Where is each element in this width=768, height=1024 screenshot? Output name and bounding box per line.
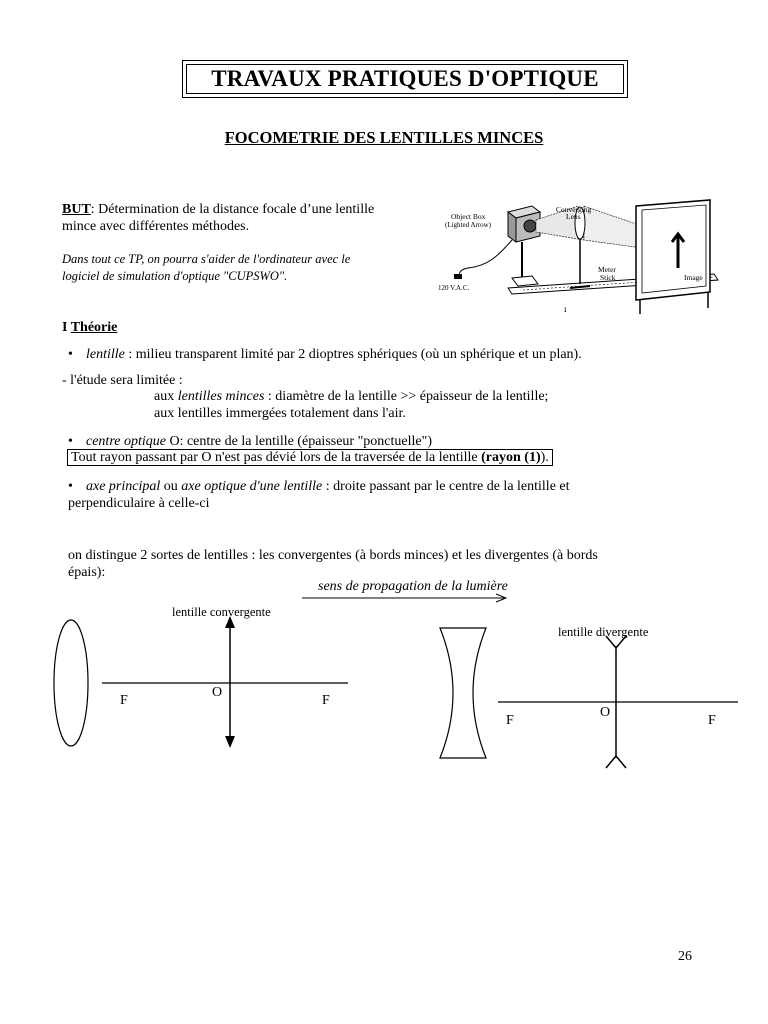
label-lighted-arrow: (Lighted Arrow) xyxy=(445,221,492,229)
svg-text:ı: ı xyxy=(564,304,567,314)
but-label: BUT xyxy=(62,202,91,217)
converging-lens-label: lentille convergente xyxy=(172,605,271,619)
list-item-lentille: • lentille : milieu transparent limité par 2 dioptres sphériques (où un sphérique et un plan). xyxy=(68,347,582,362)
term-lentille: lentille xyxy=(86,347,125,362)
diverging-lens-label: lentille divergente xyxy=(558,625,649,639)
label-object-box: Object Box xyxy=(451,212,486,221)
but-paragraph xyxy=(62,201,422,235)
label-converging: Converging xyxy=(556,205,592,214)
focal-point-right-diverging: F xyxy=(708,713,716,728)
axe-def-cont: perpendiculaire à celle-ci xyxy=(68,496,210,511)
converging-lens-shape xyxy=(54,620,88,746)
page-subtitle: FOCOMETRIE DES LENTILLES MINCES xyxy=(224,128,544,147)
diverging-lens-shape xyxy=(440,628,486,758)
label-voltage: 120 V.A.C. xyxy=(438,284,470,292)
label-image: Image xyxy=(684,273,703,282)
page-title: TRAVAUX PRATIQUES D'OPTIQUE xyxy=(186,64,624,94)
focal-point-left-diverging: F xyxy=(506,713,514,728)
but-text-1: : Détermination de la distance focale d’une lentille xyxy=(90,202,375,217)
but-note-1: Dans tout ce TP, on pourra s'aider de l'ordinateur avec le xyxy=(62,252,351,266)
propagation-label: sens de propagation de la lumière xyxy=(318,579,508,594)
but-note xyxy=(62,251,422,285)
label-lens: Lens xyxy=(566,212,581,221)
theory-heading-num: I xyxy=(62,320,68,335)
focal-point-left-converging: F xyxy=(120,693,128,708)
boxed-statement: Tout rayon passant par O n'est pas dévié lors de la traversée de la lentille (rayon (1)). xyxy=(67,449,553,466)
page-number: 26 xyxy=(678,949,692,964)
list-item-axe-principal: • axe principal ou axe optique d'une lentille : droite passant par le centre de la lentille et xyxy=(68,479,570,494)
label-meter: Meter xyxy=(598,265,616,274)
but-text-2: mince avec différentes méthodes. xyxy=(62,219,250,234)
center-converging: O xyxy=(212,685,223,700)
title-frame xyxy=(182,60,628,98)
converging-lens-diagram xyxy=(40,600,360,760)
distinguish-paragraph: on distingue 2 sortes de lentilles : les convergentes (à bords minces) et les divergentes (à bords épais): xyxy=(68,548,598,580)
list-item-centre-optique: • centre optique O: centre de la lentille (épaisseur "ponctuelle") xyxy=(68,434,432,449)
theory-heading xyxy=(62,319,117,336)
label-stick: Stick xyxy=(600,273,616,282)
focal-point-right-converging: F xyxy=(322,693,330,708)
limit-item-2: aux lentilles immergées totalement dans l'air. xyxy=(154,406,406,421)
limit-intro: - l'étude sera limitée : xyxy=(62,373,183,388)
but-note-2: logiciel de simulation d'optique "CUPSWO". xyxy=(62,269,288,283)
diverging-lens-diagram xyxy=(420,616,750,776)
theory-heading-text: Théorie xyxy=(70,320,118,335)
optical-bench-figure xyxy=(428,196,720,318)
center-diverging: O xyxy=(600,705,611,720)
limit-item-1: aux lentilles minces : diamètre de la lentille >> épaisseur de la lentille; xyxy=(154,389,549,404)
